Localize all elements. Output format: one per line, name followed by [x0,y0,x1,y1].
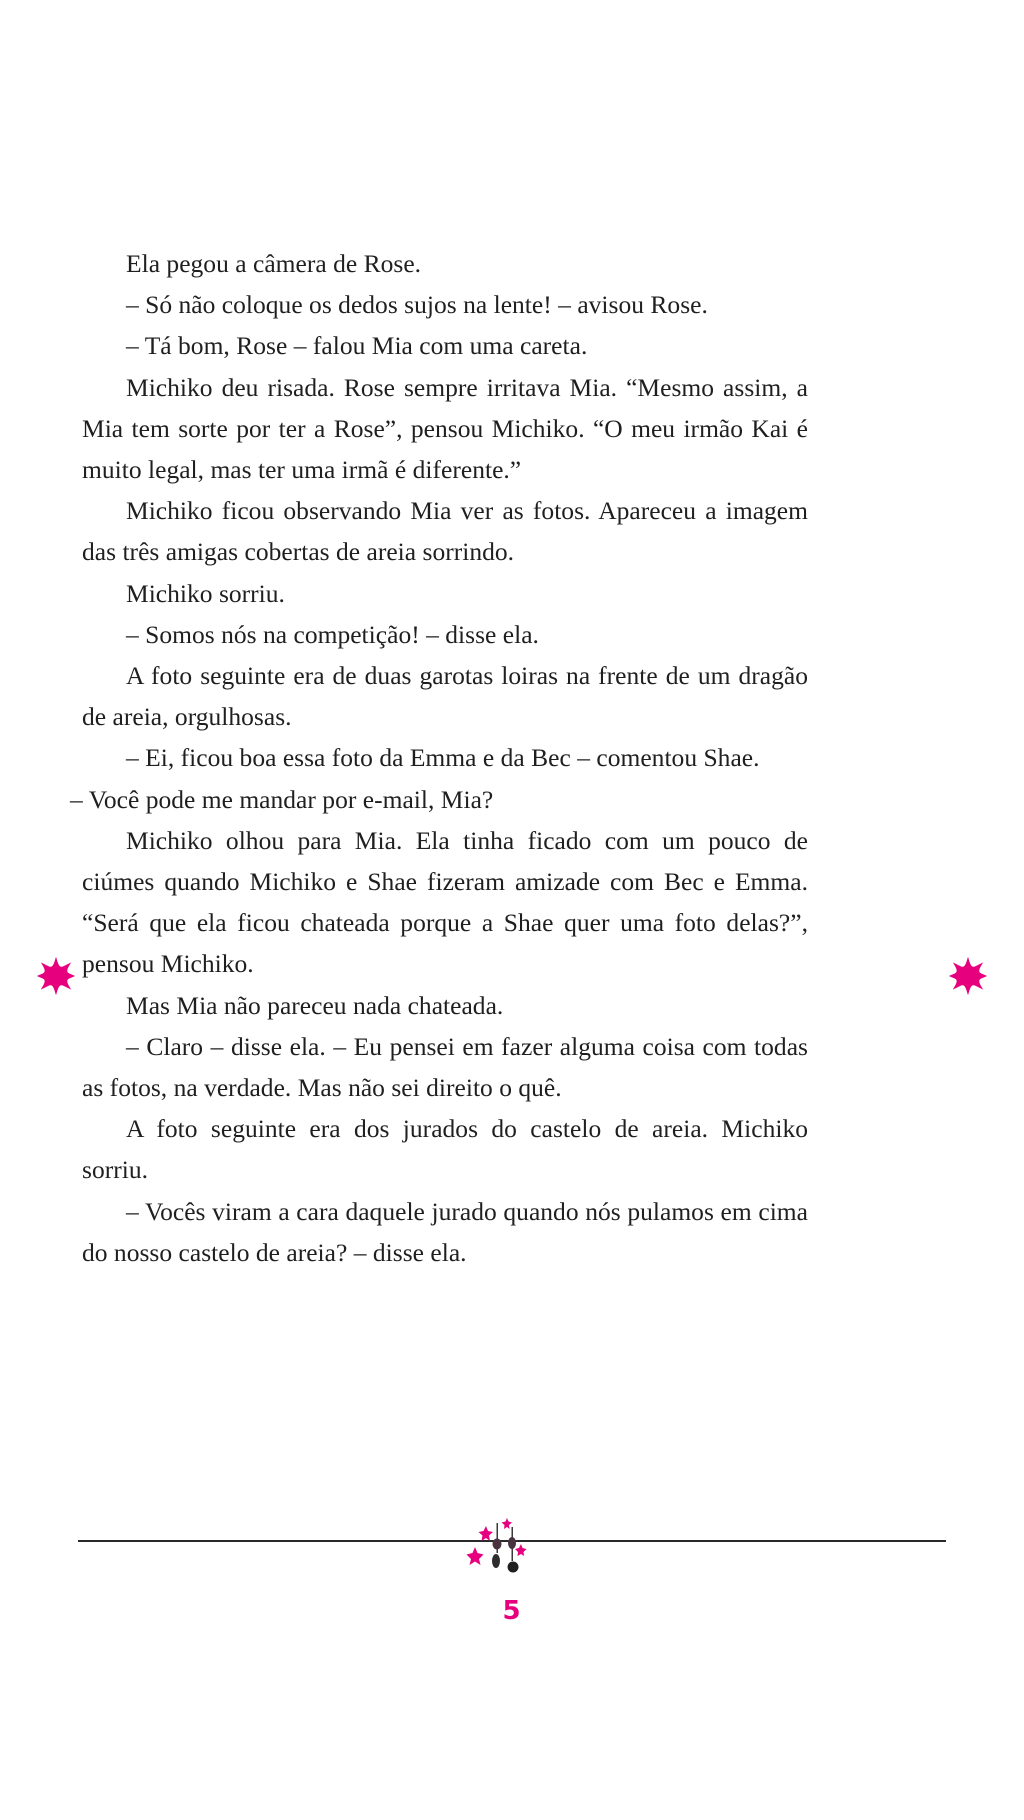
paragraph: – Você pode me mandar por e-mail, Mia? [70,784,494,814]
paragraph: Mas Mia não pareceu nada chateada. [126,990,504,1020]
paragraph: – Ei, ficou boa essa foto da Emma e da Bec – comentou Shae. [126,743,760,773]
paragraph: A foto seguinte era dos jurados do castelo de areia. Michiko sorriu. [82,1114,808,1185]
paragraph: A foto seguinte era de duas garotas loiras na frente de um dragão de areia, orgulhosas. [82,661,808,732]
six-point-star-icon-right [948,956,988,996]
paragraph: – Vocês viram a cara daquele jurado quando nós pulamos em cima do nosso castelo de areia? – disse ela. [82,1196,808,1267]
page-text-column [70,243,808,1273]
paragraph: Michiko ficou observando Mia ver as fotos. Apareceu a imagem das três amigas cobertas de areia sorrindo. [82,496,808,567]
paragraph: – Só não coloque os dedos sujos na lente! – avisou Rose. [126,290,708,320]
paragraph: Michiko deu risada. Rose sempre irritava Mia. “Mesmo assim, a Mia tem sorte por ter a Rose”, pensou Michiko. “O meu irmão Kai é muito legal, mas ter uma irmã é diferente.” [82,372,808,485]
page-footer [0,1540,1024,1690]
paragraph: Michiko sorriu. [126,578,285,608]
paragraph: – Tá bom, Rose – falou Mia com uma careta. [126,331,588,361]
pushpins-and-stars-icon [455,1505,545,1595]
paragraph: Ela pegou a câmera de Rose. [126,249,422,278]
paragraph: – Somos nós na competição! – disse ela. [126,619,539,649]
page-number: 5 [502,1596,522,1626]
six-point-star-icon-left [36,956,76,996]
paragraph: Michiko olhou para Mia. Ela tinha ficado com um pouco de ciúmes quando Michiko e Shae fizeram amizade com Bec e Emma. “Será que ela ficou chateada porque a Shae quer uma foto delas?”, pensou Michiko. [82,825,808,979]
paragraph: – Claro – disse ela. – Eu pensei em fazer alguma coisa com todas as fotos, na verdade. Mas não sei direito o quê. [82,1031,808,1103]
